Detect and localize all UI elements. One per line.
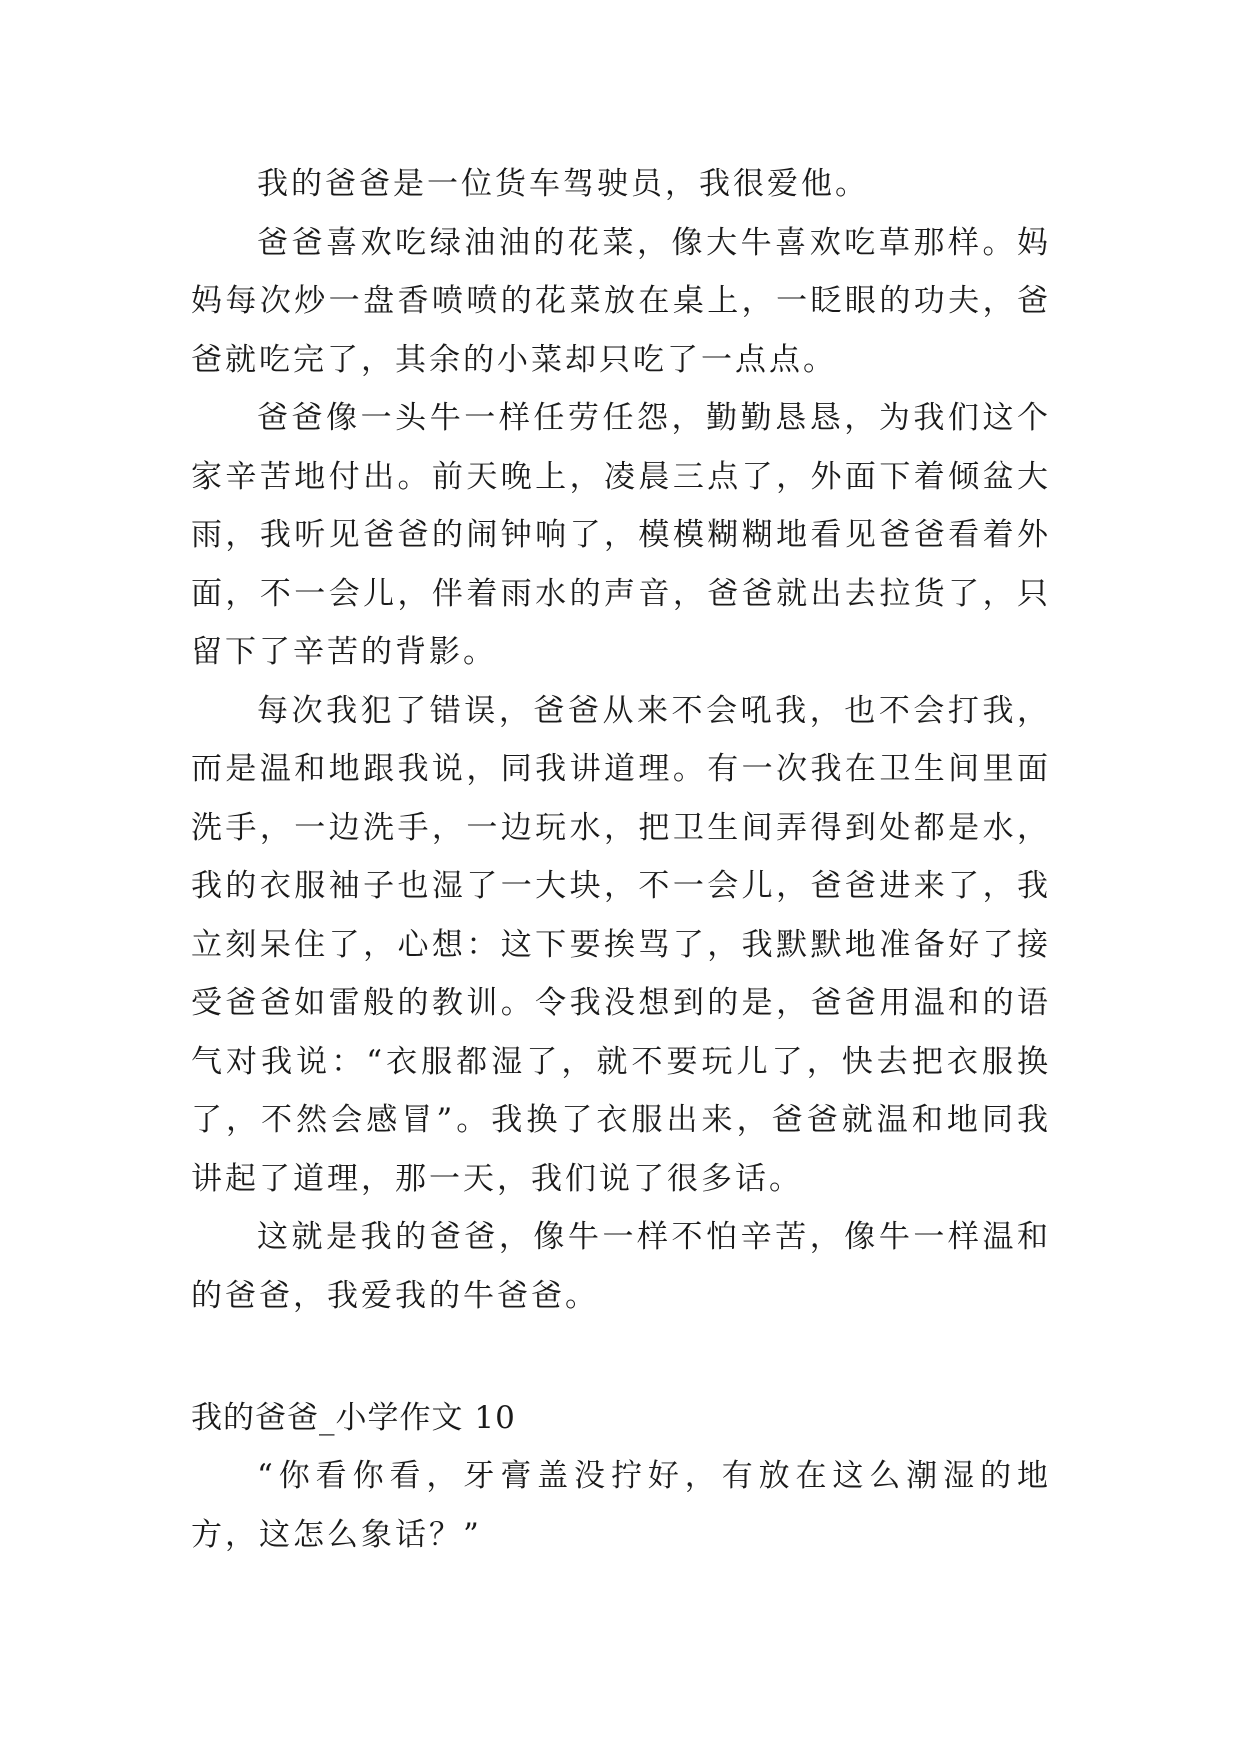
paragraph-5: 这就是我的爸爸，像牛一样不怕辛苦，像牛一样温和的爸爸，我爱我的牛爸爸。 bbox=[191, 1219, 1051, 1314]
paragraph-1: 我的爸爸是一位货车驾驶员，我很爱他。 bbox=[257, 166, 869, 202]
paragraph-2: 爸爸喜欢吃绿油油的花菜，像大牛喜欢吃草那样。妈妈每次炒一盘香喷喷的花菜放在桌上，一眨眼的功夫，爸爸就吃完了，其余的小菜却只吃了一点点。 bbox=[191, 224, 1051, 378]
essay-title: 我的爸爸_小学作文 10 bbox=[191, 1400, 516, 1436]
document-body bbox=[191, 155, 1051, 1564]
paragraph-3: 爸爸像一头牛一样任劳任怨，勤勤恳恳，为我们这个家辛苦地付出。前天晚上，凌晨三点了，外面下着倾盆大雨，我听见爸爸的闹钟响了，模模糊糊地看见爸爸看着外面，不一会儿，伴着雨水的声音，爸爸就出去拉货了，只留下了辛苦的背影。 bbox=[191, 400, 1051, 670]
paragraph-6: “你看你看，牙膏盖没拧好，有放在这么潮湿的地方，这怎么象话？” bbox=[191, 1458, 1051, 1553]
paragraph-4: 每次我犯了错误，爸爸从来不会吼我，也不会打我，而是温和地跟我说，同我讲道理。有一次我在卫生间里面洗手，一边洗手，一边玩水，把卫生间弄得到处都是水，我的衣服袖子也湿了一大块，不一会儿，爸爸进来了，我立刻呆住了，心想：这下要挨骂了，我默默地准备好了接受爸爸如雷般的教训。令我没想到的是，爸爸用温和的语气对我说：“衣服都湿了，就不要玩儿了，快去把衣服换了，不然会感冒”。我换了衣服出来，爸爸就温和地同我讲起了道理，那一天，我们说了很多话。 bbox=[191, 692, 1051, 1197]
